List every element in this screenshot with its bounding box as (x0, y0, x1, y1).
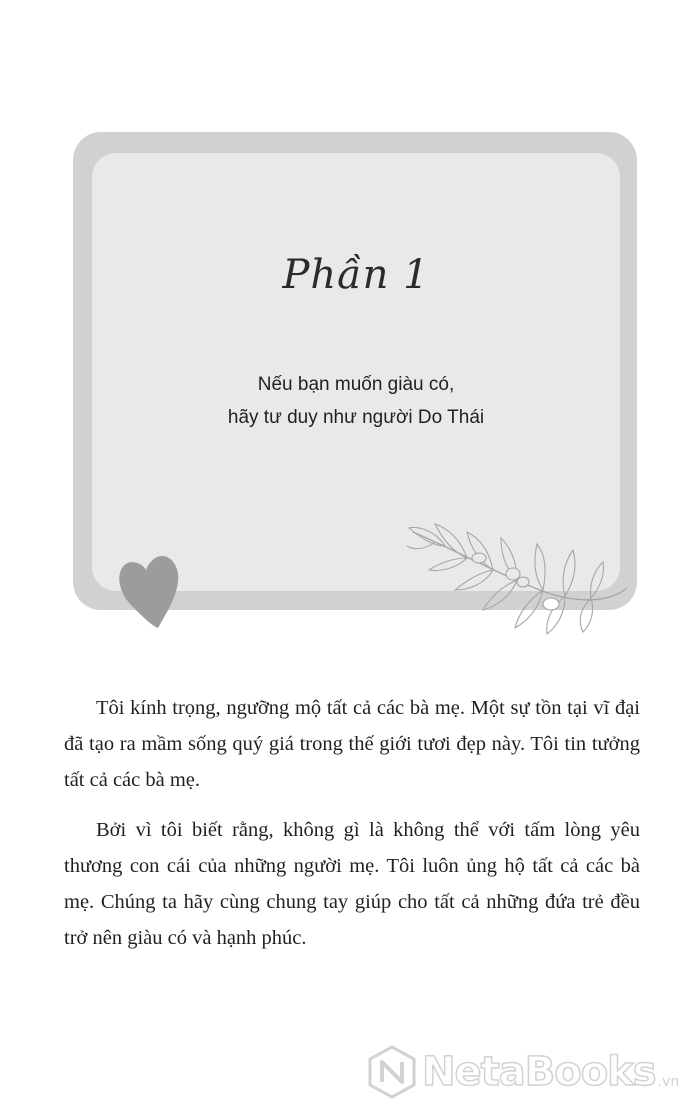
chapter-title: Phần 1 (282, 252, 430, 298)
body-text (64, 690, 640, 970)
olive-branch-icon (405, 520, 635, 640)
watermark-tld: .vn (657, 1074, 680, 1090)
chapter-subtitle-line-1: Nếu bạn muốn giàu có, (257, 374, 455, 395)
chapter-subtitle-line-2: hãy tư duy như người Do Thái (227, 407, 485, 428)
watermark-brand: NetaBooks (422, 1049, 656, 1095)
n-logo-icon (366, 1044, 418, 1100)
heart-icon (114, 550, 180, 630)
body-paragraph-1: Tôi kính trọng, ngưỡng mộ tất cả các bà mẹ. Một sự tồn tại vĩ đại đã tạo ra mầm sống quý giá trong thế giới tươi đẹp này. Tôi tin tưởng tất cả các bà mẹ. (64, 697, 640, 791)
body-paragraph-2: Bởi vì tôi biết rằng, không gì là không thể với tấm lòng yêu thương con cái của những người mẹ. Tôi luôn ủng hộ tất cả các bà mẹ. Chúng ta hãy cùng chung tay giúp cho tất cả những đứa trẻ đều trở nên giàu có và hạnh phúc. (64, 819, 640, 949)
netabooks-watermark (366, 1044, 696, 1100)
chapter-subtitle (92, 368, 620, 434)
